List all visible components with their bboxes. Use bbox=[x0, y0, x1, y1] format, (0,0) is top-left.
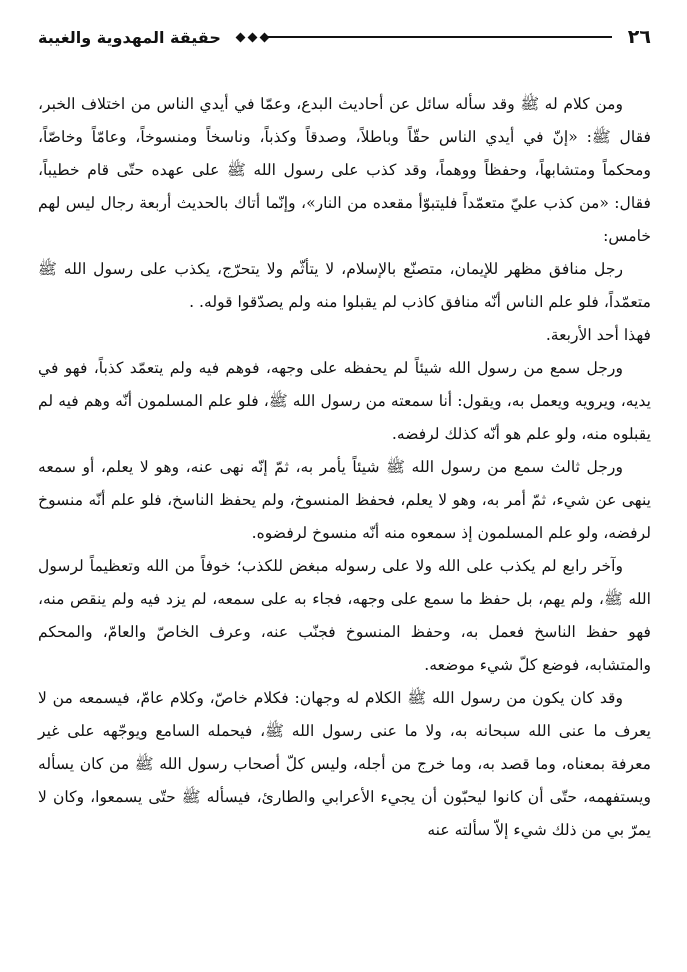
paragraph-1: ومن كلام له ﷺ وقد سأله سائل عن أحاديث البدع، وعمّا في أيدي الناس من اختلاف الخبر، فقال ﷺ: «إنّ في أيدي الناس حقّاً وباطلاً، وصدقاً وكذباً، وناسخاً ومنسوخاً، وعامّاً وخاصّاً، ومحكماً ومتشابهاً، وحفظاً ووهماً، وقد كذب على رسول الله ﷺ على عهده حتّى قام خطيباً، فقال: «من كذب عليّ متعمّداً فليتبوّأ مقعده من النار»، وإنّما أتاك بالحديث أربعة رجال ليس لهم خامس: bbox=[38, 95, 651, 245]
paragraph-2: رجل منافق مظهر للإيمان، متصنّع بالإسلام، لا يتأثّم ولا يتحرّج، يكذب على رسول الله ﷺ متعمّداً، فلو علم الناس أنّه منافق كاذب لم يقبلوا منه ولم يصدّقوا قوله. . bbox=[38, 260, 651, 311]
page-body bbox=[38, 88, 651, 847]
header-line bbox=[268, 36, 612, 38]
paragraph-4: ورجل سمع من رسول الله شيئاً لم يحفظه على وجهه، فوهم فيه ولم يتعمّد كذباً، فهو في يديه، ويرويه ويعمل به، ويقول: أنا سمعته من رسول الله ﷺ، فلو علم المسلمون أنّه وهم فيه لم يقبلوه منه، ولو علم هو أنّه كذلك لرفضه. bbox=[38, 359, 651, 443]
paragraph-3: فهذا أحد الأربعة. bbox=[545, 326, 651, 344]
paragraph-7: وقد كان يكون من رسول الله ﷺ الكلام له وجهان: فكلام خاصّ، وكلام عامّ، فيسمعه من لا يعرف ما عنى الله سبحانه به، ولا ما عنى رسول الله ﷺ، فيحمله السامع ويوجّهه على غير معرفة بمعناه، وما قصد به، وما خرج من أجله، وليس كلّ أصحاب رسول الله ﷺ من كان يسأله ويستفهمه، حتّى أن كانوا ليحبّون أن يجيء الأعرابي والطارئ، فيسأله ﷺ حتّى يسمعوا، وكان لا يمرّ بي من ذلك شيء إلاّ سألته عنه bbox=[38, 689, 651, 839]
page-number: ٢٦ bbox=[627, 26, 651, 48]
diamond-ornament-icon bbox=[237, 34, 268, 41]
page-header bbox=[38, 24, 651, 50]
diamond-icon bbox=[235, 32, 245, 42]
paragraph-6: وآخر رابع لم يكذب على الله ولا على رسوله مبغض للكذب؛ خوفاً من الله وتعظيماً لرسول الله ﷺ، ولم يهم، بل حفظ ما سمع على وجهه، فجاء به على سمعه، لم يزد فيه ولم ينقص منه، فهو حفظ الناسخ فعمل به، وحفظ المنسوخ فجنّب عنه، وعرف الخاصّ والعامّ، والمحكم والمتشابه، فوضع كلّ شيء موضعه. bbox=[38, 557, 651, 674]
header-rule bbox=[235, 34, 612, 41]
paragraph-5: ورجل ثالث سمع من رسول الله ﷺ شيئاً يأمر به، ثمّ إنّه نهى عنه، وهو لا يعلم، أو سمعه ينهى عن شيء، ثمّ أمر به، وهو لا يعلم، فحفظ المنسوخ، ولم يحفظ الناسخ، فلو علم أنّه منسوخ لرفضه، ولو علم المسلمون إذ سمعوه منه أنّه منسوخ لرفضوه. bbox=[38, 458, 651, 542]
diamond-icon bbox=[259, 32, 269, 42]
running-title: حقيقة المهدوية والغيبة bbox=[38, 27, 221, 47]
diamond-icon bbox=[247, 32, 257, 42]
